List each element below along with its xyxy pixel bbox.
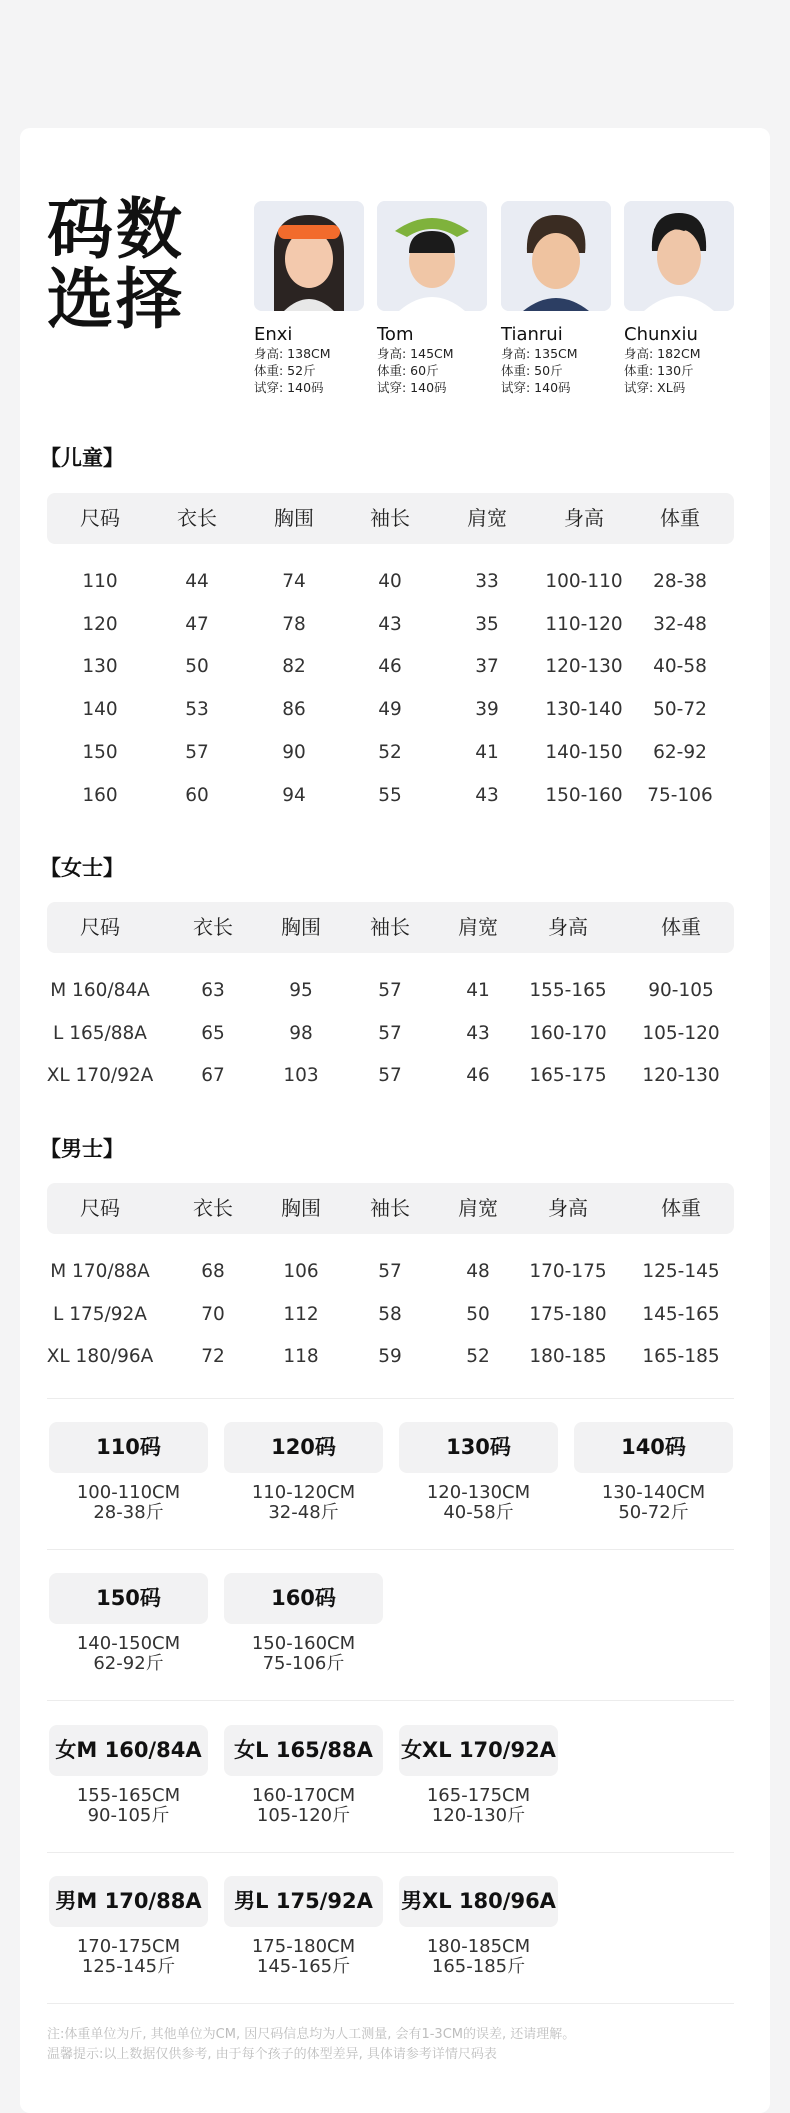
table-cell: 40-58 bbox=[653, 656, 707, 678]
model-height: 身高: 182CM bbox=[624, 346, 701, 361]
table-cell: 59 bbox=[378, 1346, 402, 1368]
model-portrait-icon bbox=[377, 201, 487, 311]
page-title bbox=[47, 191, 185, 338]
table-cell: 33 bbox=[475, 571, 499, 592]
table-cell: 82 bbox=[282, 656, 306, 678]
size-chip-height: 165-175CM bbox=[426, 1785, 531, 1806]
table-cell: 67 bbox=[201, 1065, 225, 1087]
table-cell: 46 bbox=[378, 656, 402, 678]
table-cell: 43 bbox=[475, 784, 499, 806]
column-header: 身高 bbox=[548, 1196, 588, 1220]
table-cell: 100-110 bbox=[545, 571, 623, 592]
model-name: Enxi bbox=[254, 324, 293, 345]
column-header: 身高 bbox=[548, 915, 588, 939]
table-cell: 120-130 bbox=[545, 656, 623, 678]
table-cell: 48 bbox=[466, 1261, 490, 1282]
size-chip-tag: 男M 170/88A bbox=[49, 1876, 208, 1927]
table-cell: 155-165 bbox=[529, 980, 607, 1001]
model-photo bbox=[624, 201, 734, 311]
table-cell: 110-120 bbox=[545, 613, 623, 635]
table-cell: 150 bbox=[82, 741, 118, 763]
size-chip-weight: 145-165斤 bbox=[256, 1956, 351, 1977]
size-chip-weight: 165-185斤 bbox=[431, 1956, 526, 1977]
table-cell: 43 bbox=[466, 1022, 490, 1044]
size-chip bbox=[224, 1422, 383, 1523]
table-cell: 105-120 bbox=[642, 1022, 720, 1044]
column-header: 衣长 bbox=[193, 1196, 233, 1220]
column-header: 尺码 bbox=[80, 506, 120, 530]
table-cell: 52 bbox=[378, 741, 402, 763]
size-chip-weight: 50-72斤 bbox=[618, 1502, 689, 1523]
table-cell: L 165/88A bbox=[53, 1022, 147, 1044]
table-cell: 180-185 bbox=[529, 1346, 607, 1368]
size-chip-tag: 女M 160/84A bbox=[49, 1725, 208, 1776]
table-row bbox=[47, 1013, 734, 1055]
column-header: 尺码 bbox=[80, 1196, 120, 1220]
size-chip-height: 120-130CM bbox=[426, 1482, 531, 1503]
table-row bbox=[47, 1251, 734, 1293]
size-chip-weight: 120-130斤 bbox=[431, 1805, 526, 1826]
model-name: Tom bbox=[377, 324, 414, 345]
size-chip-tag: 140码 bbox=[574, 1422, 733, 1473]
divider bbox=[47, 1398, 734, 1399]
table-cell: 125-145 bbox=[642, 1261, 720, 1282]
table-cell: 98 bbox=[289, 1022, 313, 1044]
table-cell: 41 bbox=[466, 980, 490, 1001]
model-photo bbox=[254, 201, 364, 311]
model-name: Tianrui bbox=[501, 324, 563, 345]
table-header bbox=[47, 493, 734, 544]
size-chip bbox=[49, 1573, 208, 1674]
size-chip-weight: 28-38斤 bbox=[93, 1502, 164, 1523]
table-cell: 95 bbox=[289, 980, 313, 1001]
table-cell: 160 bbox=[82, 784, 118, 806]
table-cell: 72 bbox=[201, 1346, 225, 1368]
table-row bbox=[47, 775, 734, 817]
table-cell: 120 bbox=[82, 613, 118, 635]
table-row bbox=[47, 970, 734, 1012]
table-cell: 52 bbox=[466, 1346, 490, 1368]
table-cell: 41 bbox=[475, 741, 499, 763]
table-cell: 62-92 bbox=[653, 741, 707, 763]
table-row bbox=[47, 1055, 734, 1097]
size-chip-height: 170-175CM bbox=[76, 1936, 181, 1957]
table-cell: 32-48 bbox=[653, 613, 707, 635]
table-cell: M 170/88A bbox=[50, 1261, 150, 1282]
size-chip-tag: 120码 bbox=[224, 1422, 383, 1473]
section-title-women: 【女士】 bbox=[40, 856, 124, 880]
table-cell: 49 bbox=[378, 699, 402, 721]
table-cell: 43 bbox=[378, 613, 402, 635]
table-cell: 106 bbox=[283, 1261, 319, 1282]
model-height: 身高: 135CM bbox=[501, 346, 578, 361]
model-try-size: 试穿: 140码 bbox=[377, 380, 447, 395]
size-chip-height: 130-140CM bbox=[601, 1482, 706, 1503]
table-cell: 57 bbox=[378, 1022, 402, 1044]
column-header: 胸围 bbox=[281, 915, 321, 939]
table-cell: L 175/92A bbox=[53, 1303, 147, 1325]
size-chip bbox=[49, 1725, 208, 1826]
column-header: 袖长 bbox=[370, 1196, 410, 1220]
column-header: 肩宽 bbox=[467, 506, 507, 530]
table-cell: 50 bbox=[185, 656, 209, 678]
divider bbox=[47, 1700, 734, 1701]
table-cell: 140 bbox=[82, 699, 118, 721]
table-cell: XL 170/92A bbox=[46, 1065, 154, 1087]
model-card bbox=[501, 201, 611, 396]
table-cell: 63 bbox=[201, 980, 225, 1001]
model-portrait-icon bbox=[501, 201, 611, 311]
table-cell: 55 bbox=[378, 784, 402, 806]
size-chip-height: 110-120CM bbox=[251, 1482, 356, 1503]
table-cell: 140-150 bbox=[545, 741, 623, 763]
table-cell: 165-175 bbox=[529, 1065, 607, 1087]
table-cell: 40 bbox=[378, 571, 402, 592]
table-cell: 50-72 bbox=[653, 699, 707, 721]
model-try-size: 试穿: XL码 bbox=[624, 380, 686, 395]
table-header bbox=[47, 1183, 734, 1234]
column-header: 衣长 bbox=[177, 506, 217, 530]
size-chip-weight: 125-145斤 bbox=[81, 1956, 176, 1977]
table-cell: 68 bbox=[201, 1261, 225, 1282]
table-cell: 150-160 bbox=[545, 784, 623, 806]
footnote-units: 注:体重单位为斤, 其他单位为CM, 因尺码信息均为人工测量, 会有1-3CM的误差, 还请理解。 bbox=[47, 2027, 576, 2042]
column-header: 肩宽 bbox=[458, 1196, 498, 1220]
table-cell: 46 bbox=[466, 1065, 490, 1087]
column-header: 身高 bbox=[564, 506, 604, 530]
column-header: 尺码 bbox=[80, 915, 120, 939]
table-cell: 165-185 bbox=[642, 1346, 720, 1368]
model-weight: 体重: 130斤 bbox=[624, 363, 694, 378]
table-cell: 145-165 bbox=[642, 1303, 720, 1325]
table-header bbox=[47, 902, 734, 953]
table-cell: 57 bbox=[378, 980, 402, 1001]
model-height: 身高: 145CM bbox=[377, 346, 454, 361]
size-chip-weight: 105-120斤 bbox=[256, 1805, 351, 1826]
size-chip-tag: 110码 bbox=[49, 1422, 208, 1473]
size-chip-height: 155-165CM bbox=[76, 1785, 181, 1806]
model-card bbox=[624, 201, 734, 396]
size-chip bbox=[574, 1422, 733, 1523]
table-cell: 118 bbox=[283, 1346, 319, 1368]
table-cell: 57 bbox=[378, 1065, 402, 1087]
table-cell: 112 bbox=[283, 1303, 319, 1325]
model-height: 身高: 138CM bbox=[254, 346, 331, 361]
column-header: 胸围 bbox=[281, 1196, 321, 1220]
model-name: Chunxiu bbox=[624, 324, 698, 345]
table-cell: 28-38 bbox=[653, 571, 707, 592]
section-title-men: 【男士】 bbox=[40, 1137, 124, 1161]
title-line-2: 选择 bbox=[47, 261, 185, 338]
table-cell: 65 bbox=[201, 1022, 225, 1044]
size-guide-card bbox=[20, 128, 770, 2113]
table-cell: 90 bbox=[282, 741, 306, 763]
table-cell: 39 bbox=[475, 699, 499, 721]
column-header: 袖长 bbox=[370, 506, 410, 530]
table-cell: 78 bbox=[282, 613, 306, 635]
model-portrait-icon bbox=[254, 201, 364, 311]
size-chip-tag: 女XL 170/92A bbox=[399, 1725, 558, 1776]
table-cell: 170-175 bbox=[529, 1261, 607, 1282]
column-header: 体重 bbox=[661, 915, 701, 939]
table-cell: 35 bbox=[475, 613, 499, 635]
table-row bbox=[47, 1294, 734, 1336]
size-chip-height: 150-160CM bbox=[251, 1633, 356, 1654]
table-cell: 103 bbox=[283, 1065, 319, 1087]
size-chip-weight: 90-105斤 bbox=[87, 1805, 170, 1826]
model-try-size: 试穿: 140码 bbox=[254, 380, 324, 395]
table-cell: 160-170 bbox=[529, 1022, 607, 1044]
size-chip-weight: 75-106斤 bbox=[262, 1653, 345, 1674]
table-cell: 86 bbox=[282, 699, 306, 721]
table-cell: 47 bbox=[185, 613, 209, 635]
table-cell: 53 bbox=[185, 699, 209, 721]
size-chip-height: 180-185CM bbox=[426, 1936, 531, 1957]
table-cell: 110 bbox=[82, 571, 118, 592]
table-cell: 130-140 bbox=[545, 699, 623, 721]
table-row bbox=[47, 689, 734, 731]
table-cell: 70 bbox=[201, 1303, 225, 1325]
table-cell: 75-106 bbox=[647, 784, 713, 806]
column-header: 袖长 bbox=[370, 915, 410, 939]
table-cell: 130 bbox=[82, 656, 118, 678]
size-chip-height: 160-170CM bbox=[251, 1785, 356, 1806]
size-chip-height: 175-180CM bbox=[251, 1936, 356, 1957]
size-chip-tag: 150码 bbox=[49, 1573, 208, 1624]
model-weight: 体重: 60斤 bbox=[377, 363, 439, 378]
size-chip bbox=[49, 1422, 208, 1523]
size-chip-tag: 160码 bbox=[224, 1573, 383, 1624]
table-row bbox=[47, 732, 734, 774]
column-header: 衣长 bbox=[193, 915, 233, 939]
table-cell: 57 bbox=[185, 741, 209, 763]
size-chip bbox=[224, 1725, 383, 1826]
size-chip-weight: 62-92斤 bbox=[93, 1653, 164, 1674]
model-photo bbox=[377, 201, 487, 311]
size-chip-weight: 40-58斤 bbox=[443, 1502, 514, 1523]
table-cell: M 160/84A bbox=[50, 980, 150, 1001]
footnote-tip: 温馨提示:以上数据仅供参考, 由于每个孩子的体型差异, 具体请参考详情尺码表 bbox=[47, 2047, 497, 2062]
table-cell: 58 bbox=[378, 1303, 402, 1325]
size-chip-height: 100-110CM bbox=[76, 1482, 181, 1503]
column-header: 体重 bbox=[660, 506, 700, 530]
table-row bbox=[47, 646, 734, 688]
size-chip bbox=[224, 1573, 383, 1674]
column-header: 胸围 bbox=[274, 506, 314, 530]
size-chip-tag: 130码 bbox=[399, 1422, 558, 1473]
model-card bbox=[254, 201, 364, 396]
table-row bbox=[47, 604, 734, 646]
model-photo bbox=[501, 201, 611, 311]
title-line-1: 码数 bbox=[47, 191, 185, 268]
size-chip-tag: 男L 175/92A bbox=[224, 1876, 383, 1927]
table-cell: XL 180/96A bbox=[46, 1346, 154, 1368]
size-chip bbox=[224, 1876, 383, 1977]
table-cell: 60 bbox=[185, 784, 209, 806]
table-row bbox=[47, 561, 734, 603]
size-chip-tag: 女L 165/88A bbox=[224, 1725, 383, 1776]
size-chip-weight: 32-48斤 bbox=[268, 1502, 339, 1523]
size-chip-height: 140-150CM bbox=[76, 1633, 181, 1654]
model-portrait-icon bbox=[624, 201, 734, 311]
model-weight: 体重: 50斤 bbox=[501, 363, 563, 378]
divider bbox=[47, 1549, 734, 1550]
table-cell: 44 bbox=[185, 571, 209, 592]
table-cell: 57 bbox=[378, 1261, 402, 1282]
table-cell: 175-180 bbox=[529, 1303, 607, 1325]
size-chip-tag: 男XL 180/96A bbox=[399, 1876, 558, 1927]
model-weight: 体重: 52斤 bbox=[254, 363, 316, 378]
table-cell: 94 bbox=[282, 784, 306, 806]
model-card bbox=[377, 201, 487, 396]
size-chip bbox=[399, 1725, 558, 1826]
table-cell: 50 bbox=[466, 1303, 490, 1325]
size-chip bbox=[399, 1422, 558, 1523]
model-try-size: 试穿: 140码 bbox=[501, 380, 571, 395]
table-cell: 37 bbox=[475, 656, 499, 678]
divider bbox=[47, 2003, 734, 2004]
size-chip bbox=[399, 1876, 558, 1977]
divider bbox=[47, 1852, 734, 1853]
column-header: 体重 bbox=[661, 1196, 701, 1220]
table-cell: 120-130 bbox=[642, 1065, 720, 1087]
table-cell: 90-105 bbox=[648, 980, 714, 1001]
size-chip bbox=[49, 1876, 208, 1977]
section-title-kids: 【儿童】 bbox=[40, 446, 124, 470]
table-cell: 74 bbox=[282, 571, 306, 592]
table-row bbox=[47, 1336, 734, 1378]
column-header: 肩宽 bbox=[458, 915, 498, 939]
